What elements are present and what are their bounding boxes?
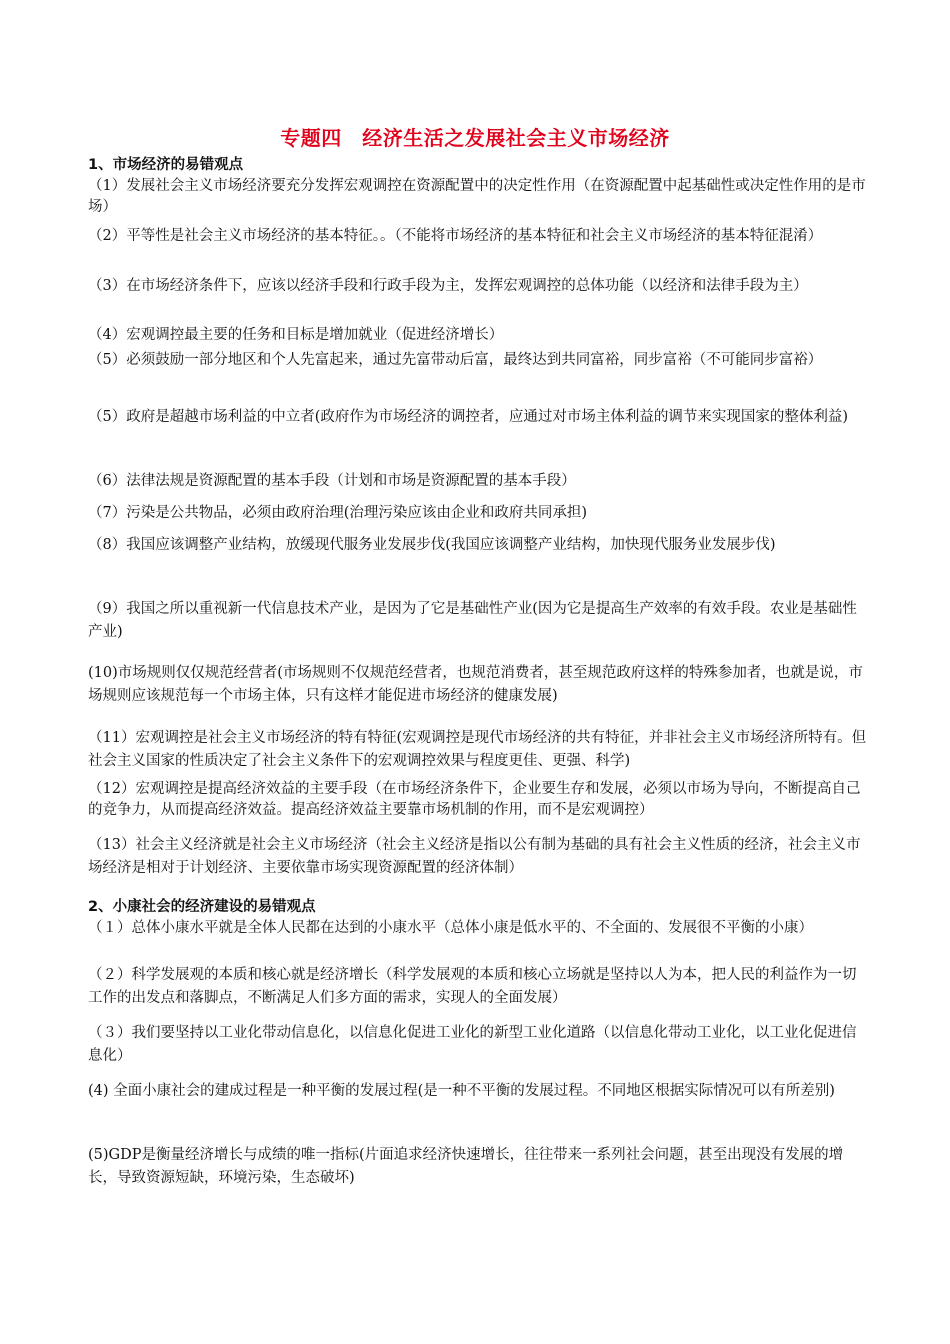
section-1-item-12: （11）宏观调控是社会主义市场经济的特有特征(宏观调控是现代市场经济的共有特征，并非社会主义市场经济所特有。但社会主义国家的性质决定了社会主义条件下的宏观调控效果与程度更佳、更强、科学) <box>88 730 867 769</box>
section-1-item-14: （13）社会主义经济就是社会主义市场经济（社会主义经济是指以公有制为基础的具有社会主义性质的经济，社会主义市场经济是相对于计划经济、主要依靠市场实现资源配置的经济体制） <box>88 837 861 876</box>
section-2-item-1: （１）总体小康水平就是全体人民都在达到的小康水平（总体小康是低水平的、不全面的、发展很不平衡的小康） <box>88 920 813 936</box>
section-1-item-9: （8）我国应该调整产业结构，放缓现代服务业发展步伐(我国应该调整产业结构，加快现代服务业发展步伐) <box>88 537 776 553</box>
section-2-item-3: （３）我们要坚持以工业化带动信息化，以信息化促进工业化的新型工业化道路（以信息化带动工业化，以工业化促进信息化） <box>88 1025 857 1064</box>
section-1-item-11: (10)市场规则仅仅规范经营者(市场规则不仅规范经营者，也规范消费者，甚至规范政府这样的特殊参加者，也就是说，市场规则应该规范每一个市场主体，只有这样才能促进市场经济的健康发展) <box>88 665 863 704</box>
section-1-item-3: （3）在市场经济条件下，应该以经济手段和行政手段为主，发挥宏观调控的总体功能（以经济和法律手段为主） <box>88 278 808 294</box>
section-1-item-8: （7）污染是公共物品，必须由政府治理(治理污染应该由企业和政府共同承担) <box>88 505 588 521</box>
section-1-item-4: （4）宏观调控最主要的任务和目标是增加就业（促进经济增长） <box>88 327 504 343</box>
section-1-item-6: （5）政府是超越市场利益的中立者(政府作为市场经济的调控者，应通过对市场主体利益的调节来实现国家的整体利益) <box>88 409 849 425</box>
section-1-item-5: （5）必须鼓励一部分地区和个人先富起来，通过先富带动后富，最终达到共同富裕，同步富裕（不可能同步富裕） <box>88 352 823 368</box>
section-2-item-4: (4) 全面小康社会的建成过程是一种平衡的发展过程(是一种不平衡的发展过程。不同地区根据实际情况可以有所差别) <box>88 1083 835 1099</box>
section-1-heading: 1、市场经济的易错观点 <box>88 157 244 173</box>
section-1-item-1: （1）发展社会主义市场经济要充分发挥宏观调控在资源配置中的决定性作用（在资源配置中起基础性或决定性作用的是市场） <box>88 178 866 215</box>
section-2-item-2: （２）科学发展观的本质和核心就是经济增长（科学发展观的本质和核心立场就是坚持以人为本，把人民的利益作为一切工作的出发点和落脚点，不断满足人们多方面的需求，实现人的全面发展） <box>88 967 857 1006</box>
section-1-item-13: （12）宏观调控是提高经济效益的主要手段（在市场经济条件下，企业要生存和发展，必须以市场为导向，不断提高自己的竞争力，从而提高经济效益。提高经济效益主要靠市场机制的作用，而不是宏观调控） <box>88 781 861 818</box>
document-title: 专题四 经济生活之发展社会主义市场经济 <box>280 126 670 150</box>
section-1-item-2: （2）平等性是社会主义市场经济的基本特征。。（不能将市场经济的基本特征和社会主义市场经济的基本特征混淆） <box>88 228 823 244</box>
section-1-item-7: （6）法律法规是资源配置的基本手段（计划和市场是资源配置的基本手段） <box>88 473 576 489</box>
section-1-item-10: （9）我国之所以重视新一代信息技术产业，是因为了它是基础性产业(因为它是提高生产效率的有效手段。农业是基础性产业) <box>88 601 857 640</box>
section-2-item-5: (5)GDP是衡量经济增长与成绩的唯一指标(片面追求经济快速增长，往往带来一系列社会问题，甚至出现没有发展的增长，导致资源短缺，环境污染，生态破坏) <box>88 1147 844 1186</box>
section-2-heading: 2、小康社会的经济建设的易错观点 <box>88 899 316 915</box>
